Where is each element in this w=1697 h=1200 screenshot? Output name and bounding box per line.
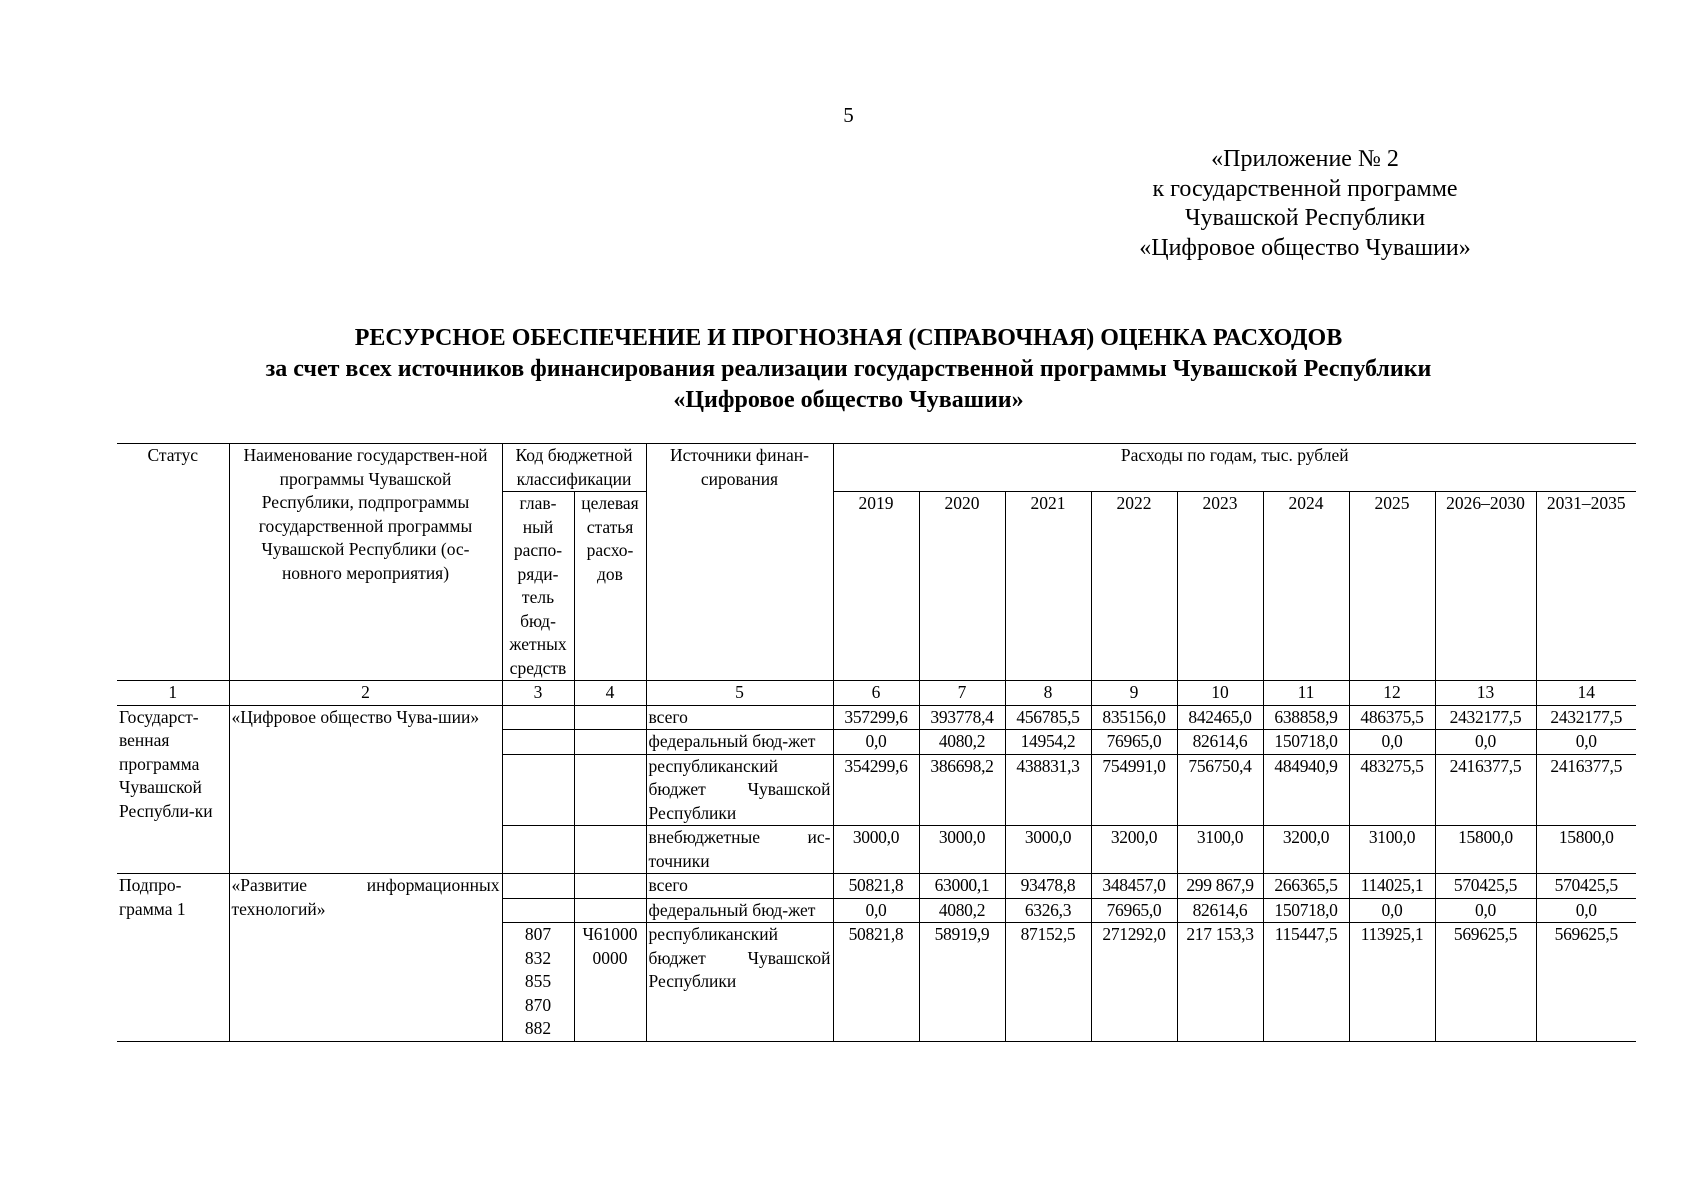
expense-value-cell: 82614,6 xyxy=(1177,730,1263,755)
header-year-5: 2024 xyxy=(1263,492,1349,681)
expense-value-cell: 63000,1 xyxy=(919,874,1005,899)
expense-value-cell: 14954,2 xyxy=(1005,730,1091,755)
expense-value-cell: 456785,5 xyxy=(1005,705,1091,730)
expense-value-cell: 483275,5 xyxy=(1349,754,1435,826)
expense-value-cell: 4080,2 xyxy=(919,898,1005,923)
header-year-1: 2020 xyxy=(919,492,1005,681)
column-number-13: 13 xyxy=(1435,681,1536,706)
column-number-8: 8 xyxy=(1005,681,1091,706)
header-target: целевая статья расхо-дов xyxy=(574,492,646,681)
header-year-8: 2031–2035 xyxy=(1536,492,1636,681)
expense-value-cell: 93478,8 xyxy=(1005,874,1091,899)
table-row xyxy=(117,705,1636,730)
grbs-code: 807 xyxy=(524,924,552,944)
expense-value-cell: 82614,6 xyxy=(1177,898,1263,923)
expense-value-cell: 569625,5 xyxy=(1435,923,1536,1042)
expense-value-cell: 0,0 xyxy=(1435,898,1536,923)
expense-value-cell: 3100,0 xyxy=(1177,826,1263,874)
table-row xyxy=(117,874,1636,899)
grbs-cell xyxy=(502,874,574,899)
expense-value-cell: 2416377,5 xyxy=(1435,754,1536,826)
expense-value-cell: 756750,4 xyxy=(1177,754,1263,826)
header-code: Код бюджетной классификации xyxy=(502,444,646,492)
header-year-2: 2021 xyxy=(1005,492,1091,681)
group-status: Государст-венная программа Чувашской Республи-ки xyxy=(117,705,229,874)
expense-value-cell: 2432177,5 xyxy=(1435,705,1536,730)
expense-value-cell: 4080,2 xyxy=(919,730,1005,755)
expense-value-cell: 150718,0 xyxy=(1263,730,1349,755)
expense-value-cell: 76965,0 xyxy=(1091,730,1177,755)
header-year-4: 2023 xyxy=(1177,492,1263,681)
grbs-cell xyxy=(502,705,574,730)
column-number-2: 2 xyxy=(229,681,502,706)
expense-value-cell: 0,0 xyxy=(833,898,919,923)
expense-value-cell: 570425,5 xyxy=(1435,874,1536,899)
expense-value-cell: 58919,9 xyxy=(919,923,1005,1042)
expense-value-cell: 438831,3 xyxy=(1005,754,1091,826)
expense-value-cell: 0,0 xyxy=(1536,898,1636,923)
expense-value-cell: 357299,6 xyxy=(833,705,919,730)
grbs-code: 832 xyxy=(524,947,552,968)
column-number-12: 12 xyxy=(1349,681,1435,706)
expense-value-cell: 354299,6 xyxy=(833,754,919,826)
expense-value-cell: 15800,0 xyxy=(1435,826,1536,874)
expense-value-cell: 114025,1 xyxy=(1349,874,1435,899)
expense-value-cell: 3200,0 xyxy=(1091,826,1177,874)
column-number-3: 3 xyxy=(502,681,574,706)
column-number-5: 5 xyxy=(646,681,833,706)
expense-value-cell: 386698,2 xyxy=(919,754,1005,826)
budget-table xyxy=(117,443,1636,1042)
funding-source-cell: внебюджетные ис-точники xyxy=(646,826,833,874)
group-name: «Цифровое общество Чува-шии» xyxy=(229,705,502,874)
target-article-cell xyxy=(574,730,646,755)
expense-value-cell: 50821,8 xyxy=(833,874,919,899)
column-number-11: 11 xyxy=(1263,681,1349,706)
expense-value-cell: 299 867,9 xyxy=(1177,874,1263,899)
expense-value-cell: 217 153,3 xyxy=(1177,923,1263,1042)
annex-line-2: к государственной программе xyxy=(1152,175,1458,202)
expense-value-cell: 484940,9 xyxy=(1263,754,1349,826)
expense-value-cell: 50821,8 xyxy=(833,923,919,1042)
expense-value-cell: 842465,0 xyxy=(1177,705,1263,730)
target-article-cell xyxy=(574,874,646,899)
expense-value-cell: 150718,0 xyxy=(1263,898,1349,923)
column-number-6: 6 xyxy=(833,681,919,706)
expense-value-cell: 0,0 xyxy=(1536,730,1636,755)
header-expenses: Расходы по годам, тыс. рублей xyxy=(833,444,1636,492)
header-source: Источники финан-сирования xyxy=(646,444,833,681)
expense-value-cell: 3100,0 xyxy=(1349,826,1435,874)
document-title xyxy=(0,323,1697,416)
annex-line-1: «Приложение № 2 xyxy=(1211,146,1399,172)
expense-value-cell: 3000,0 xyxy=(1005,826,1091,874)
funding-source-cell: республиканский бюджет Чувашской Республики xyxy=(646,923,833,1042)
column-number-row xyxy=(117,681,1636,706)
grbs-cell xyxy=(502,754,574,826)
grbs-cell xyxy=(502,898,574,923)
expense-value-cell: 0,0 xyxy=(1435,730,1536,755)
expense-value-cell: 348457,0 xyxy=(1091,874,1177,899)
expense-value-cell: 3000,0 xyxy=(833,826,919,874)
expense-value-cell: 0,0 xyxy=(1349,730,1435,755)
header-status: Статус xyxy=(117,444,229,681)
funding-source-cell: федеральный бюд-жет xyxy=(646,898,833,923)
column-number-9: 9 xyxy=(1091,681,1177,706)
expense-value-cell: 393778,4 xyxy=(919,705,1005,730)
target-article-cell xyxy=(574,898,646,923)
expense-value-cell: 87152,5 xyxy=(1005,923,1091,1042)
title-line-1: РЕСУРСНОЕ ОБЕСПЕЧЕНИЕ И ПРОГНОЗНАЯ (СПРАВОЧНАЯ) ОЦЕНКА РАСХОДОВ xyxy=(354,325,1343,351)
expense-value-cell: 115447,5 xyxy=(1263,923,1349,1042)
grbs-cell xyxy=(502,923,574,1042)
expense-value-cell: 113925,1 xyxy=(1349,923,1435,1042)
header-year-7: 2026–2030 xyxy=(1435,492,1536,681)
title-line-3: «Цифровое общество Чувашии» xyxy=(673,387,1024,413)
annex-line-3: Чувашской Республики xyxy=(1184,205,1426,231)
page-number: 5 xyxy=(843,103,854,127)
group-name: «Развитие информационных технологий» xyxy=(229,874,502,1042)
header-year-0: 2019 xyxy=(833,492,919,681)
expense-value-cell: 2432177,5 xyxy=(1536,705,1636,730)
funding-source-cell: республиканский бюджет Чувашской Республики xyxy=(646,754,833,826)
annex-block xyxy=(1139,145,1471,263)
expense-value-cell: 3200,0 xyxy=(1263,826,1349,874)
grbs-code: 882 xyxy=(524,1018,552,1038)
expense-value-cell: 15800,0 xyxy=(1536,826,1636,874)
expense-value-cell: 0,0 xyxy=(833,730,919,755)
target-article-cell xyxy=(574,705,646,730)
column-number-4: 4 xyxy=(574,681,646,706)
target-article-cell xyxy=(574,754,646,826)
grbs-code: 870 xyxy=(524,994,552,1015)
expense-value-cell: 835156,0 xyxy=(1091,705,1177,730)
expense-value-cell: 754991,0 xyxy=(1091,754,1177,826)
header-year-6: 2025 xyxy=(1349,492,1435,681)
expense-value-cell: 570425,5 xyxy=(1536,874,1636,899)
grbs-cell xyxy=(502,730,574,755)
grbs-code: 855 xyxy=(524,971,552,991)
header-row-1 xyxy=(117,444,1636,492)
funding-source-cell: всего xyxy=(646,705,833,730)
funding-source-cell: всего xyxy=(646,874,833,899)
target-article-cell: Ч61000 0000 xyxy=(574,923,646,1042)
expense-value-cell: 0,0 xyxy=(1349,898,1435,923)
expense-value-cell: 569625,5 xyxy=(1536,923,1636,1042)
funding-source-cell: федеральный бюд-жет xyxy=(646,730,833,755)
title-line-2: за счет всех источников финансирования реализации государственной программы Чувашской Республики xyxy=(265,356,1432,382)
header-year-3: 2022 xyxy=(1091,492,1177,681)
grbs-cell xyxy=(502,826,574,874)
column-number-14: 14 xyxy=(1536,681,1636,706)
expense-value-cell: 6326,3 xyxy=(1005,898,1091,923)
expense-value-cell: 3000,0 xyxy=(919,826,1005,874)
header-grbs: глав-ный распо-ряди-тель бюд-жетных средств xyxy=(502,492,574,681)
column-number-7: 7 xyxy=(919,681,1005,706)
expense-value-cell: 2416377,5 xyxy=(1536,754,1636,826)
column-number-1: 1 xyxy=(117,681,229,706)
column-number-10: 10 xyxy=(1177,681,1263,706)
target-article-cell xyxy=(574,826,646,874)
expense-value-cell: 271292,0 xyxy=(1091,923,1177,1042)
expense-value-cell: 638858,9 xyxy=(1263,705,1349,730)
header-name: Наименование государствен-ной программы Чувашской Республики, подпрограммы государственной программы Чувашской Республики (ос-новного мероприятия) xyxy=(229,444,502,681)
annex-line-4: «Цифровое общество Чувашии» xyxy=(1139,234,1471,261)
expense-value-cell: 486375,5 xyxy=(1349,705,1435,730)
expense-value-cell: 76965,0 xyxy=(1091,898,1177,923)
expense-value-cell: 266365,5 xyxy=(1263,874,1349,899)
group-status: Подпро-грамма 1 xyxy=(117,874,229,1042)
